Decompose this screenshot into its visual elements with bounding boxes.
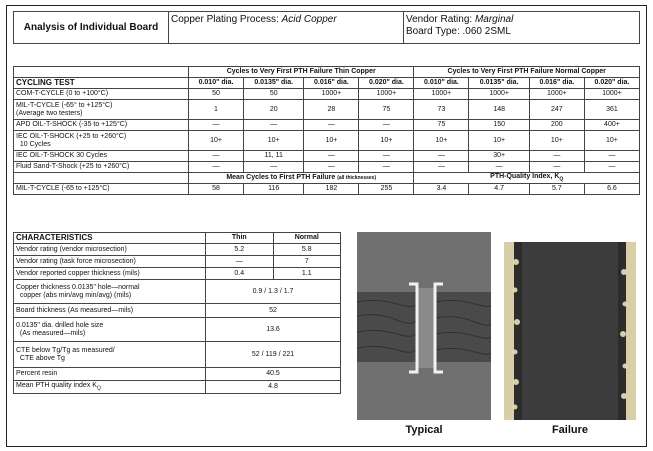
failure-microsection-image: [504, 242, 636, 420]
row-label: MIL-T-CYCLE (-65° to +125°C) (Average two testers): [14, 100, 189, 120]
dia-header: 0.016" dia.: [304, 78, 359, 89]
cell: —: [304, 151, 359, 162]
row-label: Vendor rating (vendor microsection): [14, 244, 206, 256]
cell: —: [359, 120, 414, 131]
cell: —: [469, 162, 529, 173]
analysis-title: Analysis of Individual Board: [14, 12, 169, 44]
row-label: Board thickness (As measured—mils): [14, 304, 206, 318]
cell: 1: [189, 100, 244, 120]
cell: 116: [244, 184, 304, 195]
cell: 0.9 / 1.3 / 1.7: [206, 280, 341, 304]
cell: 7: [273, 256, 340, 268]
cell: —: [529, 162, 584, 173]
plating-process: [169, 12, 404, 44]
dia-header: 0.020" dia.: [359, 78, 414, 89]
cell: 73: [414, 100, 469, 120]
cell: —: [244, 162, 304, 173]
cell: —: [189, 151, 244, 162]
cell: —: [244, 120, 304, 131]
cell: 10+: [584, 131, 639, 151]
cell: 58: [189, 184, 244, 195]
process-label: Copper Plating Process:: [171, 14, 279, 25]
cell: 361: [584, 100, 639, 120]
cycling-test-table: [13, 66, 640, 195]
cell: 11, 11: [244, 151, 304, 162]
row-label: 0.0135" dia. drilled hole size (As measured—mils): [14, 318, 206, 342]
row-label: COM-T-CYCLE (0 to +100°C): [14, 89, 189, 100]
row-label: Percent resin: [14, 368, 206, 381]
cell: 52 / 119 / 221: [206, 342, 341, 368]
cell: 6.6: [584, 184, 639, 195]
cell: 4.7: [469, 184, 529, 195]
cell: 10+: [414, 131, 469, 151]
cell: 1000+: [584, 89, 639, 100]
cell: 10+: [189, 131, 244, 151]
table-row: [14, 368, 341, 381]
vendor-label: Vendor Rating:: [406, 14, 473, 25]
header-table: [13, 11, 640, 44]
typical-photo: [357, 232, 491, 420]
cell: 255: [359, 184, 414, 195]
cell: —: [359, 162, 414, 173]
cell: —: [414, 151, 469, 162]
table-row: [14, 120, 640, 131]
group-thin: Cycles to Very First PTH Failure Thin Copper: [189, 67, 414, 78]
cell: 10+: [244, 131, 304, 151]
cell: —: [414, 162, 469, 173]
cell: 150: [469, 120, 529, 131]
vendor-value: Marginal: [474, 14, 514, 25]
cell: —: [304, 120, 359, 131]
cell: 148: [469, 100, 529, 120]
row-label: Mean PTH quality index $K_Q$: [14, 381, 206, 394]
dia-header: 0.010" dia.: [189, 78, 244, 89]
dia-header: 0.020" dia.: [584, 78, 639, 89]
cell: 10+: [359, 131, 414, 151]
cell: —: [584, 162, 639, 173]
cell: 1000+: [359, 89, 414, 100]
cell: 75: [359, 100, 414, 120]
table-row: [14, 100, 640, 120]
characteristics-table: [13, 232, 341, 394]
col-thin: Thin: [206, 233, 273, 244]
table-row: [14, 256, 341, 268]
col-normal: Normal: [273, 233, 340, 244]
table-row: [14, 131, 640, 151]
cell: —: [359, 151, 414, 162]
cell: —: [189, 162, 244, 173]
pth-quality-header: PTH-Quality Index, $K_Q$: [414, 173, 640, 184]
table-row: [14, 162, 640, 173]
cell: 5.7: [529, 184, 584, 195]
dia-header: 0.016" dia.: [529, 78, 584, 89]
cell: 13.6: [206, 318, 341, 342]
cell: —: [304, 162, 359, 173]
table-row: [14, 381, 341, 394]
process-value: Acid Copper: [281, 14, 337, 25]
cell: 0.4: [206, 268, 273, 280]
cell: 30+: [469, 151, 529, 162]
table-row: [14, 342, 341, 368]
table-row: [14, 268, 341, 280]
dia-header: 0.0135" dia.: [469, 78, 529, 89]
cell: 10+: [304, 131, 359, 151]
failure-caption: Failure: [551, 424, 589, 436]
row-label: MIL-T-CYCLE (-65 to +125°C): [14, 184, 189, 195]
cell: 1000+: [414, 89, 469, 100]
dia-header: 0.010" dia.: [414, 78, 469, 89]
board-type: Board Type: .060 2SML: [406, 26, 511, 37]
row-label: IEC OIL-T-SHOCK 30 Cycles: [14, 151, 189, 162]
table-row: [14, 318, 341, 342]
row-label: Vendor rating (task force microsection): [14, 256, 206, 268]
cell: 182: [304, 184, 359, 195]
failure-photo: [504, 242, 636, 420]
cycling-test-title: CYCLING TEST: [14, 78, 189, 89]
cell: 10+: [529, 131, 584, 151]
cell: 28: [304, 100, 359, 120]
row-label: APD OIL-T-SHOCK (-35 to +125°C): [14, 120, 189, 131]
cell: 40.5: [206, 368, 341, 381]
table-row: [14, 280, 341, 304]
cell: 75: [414, 120, 469, 131]
cell: 5.8: [273, 244, 340, 256]
row-label: Vendor reported copper thickness (mils): [14, 268, 206, 280]
cell: 50: [189, 89, 244, 100]
table-row: [14, 244, 341, 256]
vendor-info: [404, 12, 640, 44]
cell: 20: [244, 100, 304, 120]
analysis-sheet: [6, 5, 647, 447]
table-row: [14, 89, 640, 100]
cell: —: [584, 151, 639, 162]
cell: —: [189, 120, 244, 131]
cell: —: [206, 256, 273, 268]
typical-caption: Typical: [405, 424, 443, 436]
cell: —: [529, 151, 584, 162]
cell: 200: [529, 120, 584, 131]
row-label: CTE below Tg/Tg as measured/ CTE above Tg: [14, 342, 206, 368]
cell: 400+: [584, 120, 639, 131]
table-row: [14, 304, 341, 318]
cell: 52: [206, 304, 341, 318]
cell: 3.4: [414, 184, 469, 195]
cell: 1000+: [469, 89, 529, 100]
group-normal: Cycles to Very First PTH Failure Normal Copper: [414, 67, 640, 78]
cell: 50: [244, 89, 304, 100]
typical-microsection-image: [357, 232, 491, 420]
characteristics-title: CHARACTERISTICS: [14, 233, 206, 244]
cell: 1000+: [304, 89, 359, 100]
table-row: [14, 184, 640, 195]
cell: 1.1: [273, 268, 340, 280]
cell: 5.2: [206, 244, 273, 256]
mean-cycles-header: Mean Cycles to First PTH Failure (all thicknesses): [189, 173, 414, 184]
dia-header: 0.0135" dia.: [244, 78, 304, 89]
row-label: Fluid Sand-T-Shock (+25 to +260°C): [14, 162, 189, 173]
cell: 10+: [469, 131, 529, 151]
row-label: Copper thickness 0.0135" hole—normal copper (abs min/avg min/avg) (mils): [14, 280, 206, 304]
cell: 1000+: [529, 89, 584, 100]
table-row: [14, 151, 640, 162]
cell: 4.8: [206, 381, 341, 394]
cell: 247: [529, 100, 584, 120]
row-label: IEC OIL-T-SHOCK (+25 to +260°C) 10 Cycles: [14, 131, 189, 151]
